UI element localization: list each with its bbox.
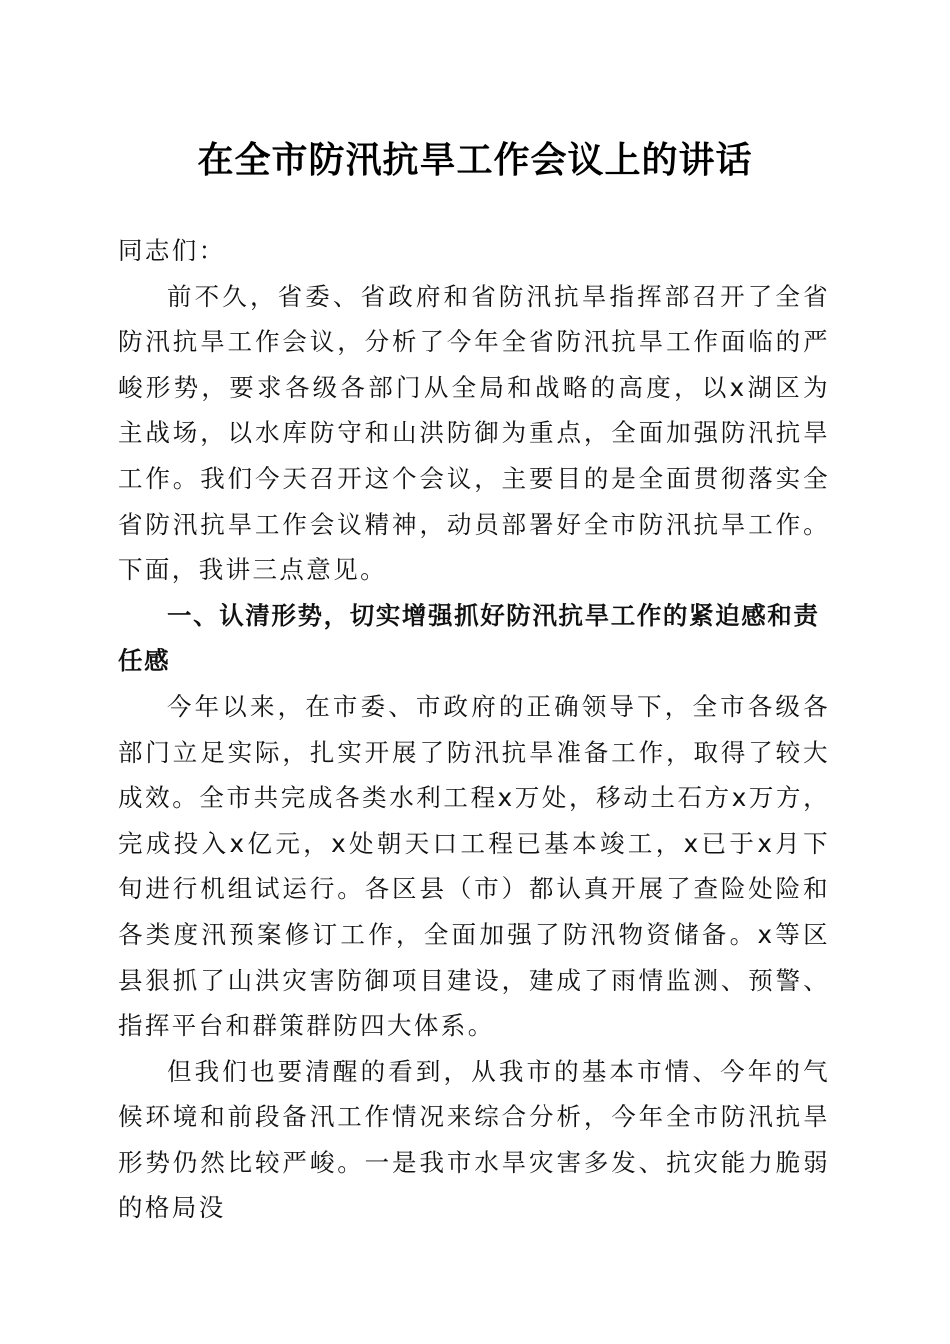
document-body [118, 228, 830, 1231]
intro-paragraph: 前不久，省委、省政府和省防汛抗旱指挥部召开了全省防汛抗旱工作会议，分析了今年全省防汛抗旱工作面临的严峻形势，要求各级各部门从全局和战略的高度，以x湖区为主战场，以水库防守和山洪防御为重点，全面加强防汛抗旱工作。我们今天召开这个会议，主要目的是全面贯彻落实全省防汛抗旱工作会议精神，动员部署好全市防汛抗旱工作。下面，我讲三点意见。 [118, 281, 830, 585]
section-heading: 一、认清形势，切实增强抓好防汛抗旱工作的紧迫感和责任感 [118, 600, 820, 676]
section-paragraph-1: 今年以来，在市委、市政府的正确领导下，全市各级各部门立足实际，扎实开展了防汛抗旱准备工作，取得了较大成效。全市共完成各类水利工程x万处，移动土石方x万方，完成投入x亿元，x处朝天口工程已基本竣工，x已于x月下旬进行机组试运行。各区县（市）都认真开展了查险处险和各类度汛预案修订工作，全面加强了防汛物资储备。x等区县狠抓了山洪灾害防御项目建设，建成了雨情监测、预警、指挥平台和群策群防四大体系。 [118, 691, 830, 1041]
section-paragraph-2: 但我们也要清醒的看到，从我市的基本市情、今年的气候环境和前段备汛工作情况来综合分析，今年全市防汛抗旱形势仍然比较严峻。一是我市水旱灾害多发、抗灾能力脆弱的格局没 [118, 1056, 830, 1223]
document-title: 在全市防汛抗旱工作会议上的讲话 [197, 139, 753, 181]
salutation: 同志们： [118, 236, 226, 265]
